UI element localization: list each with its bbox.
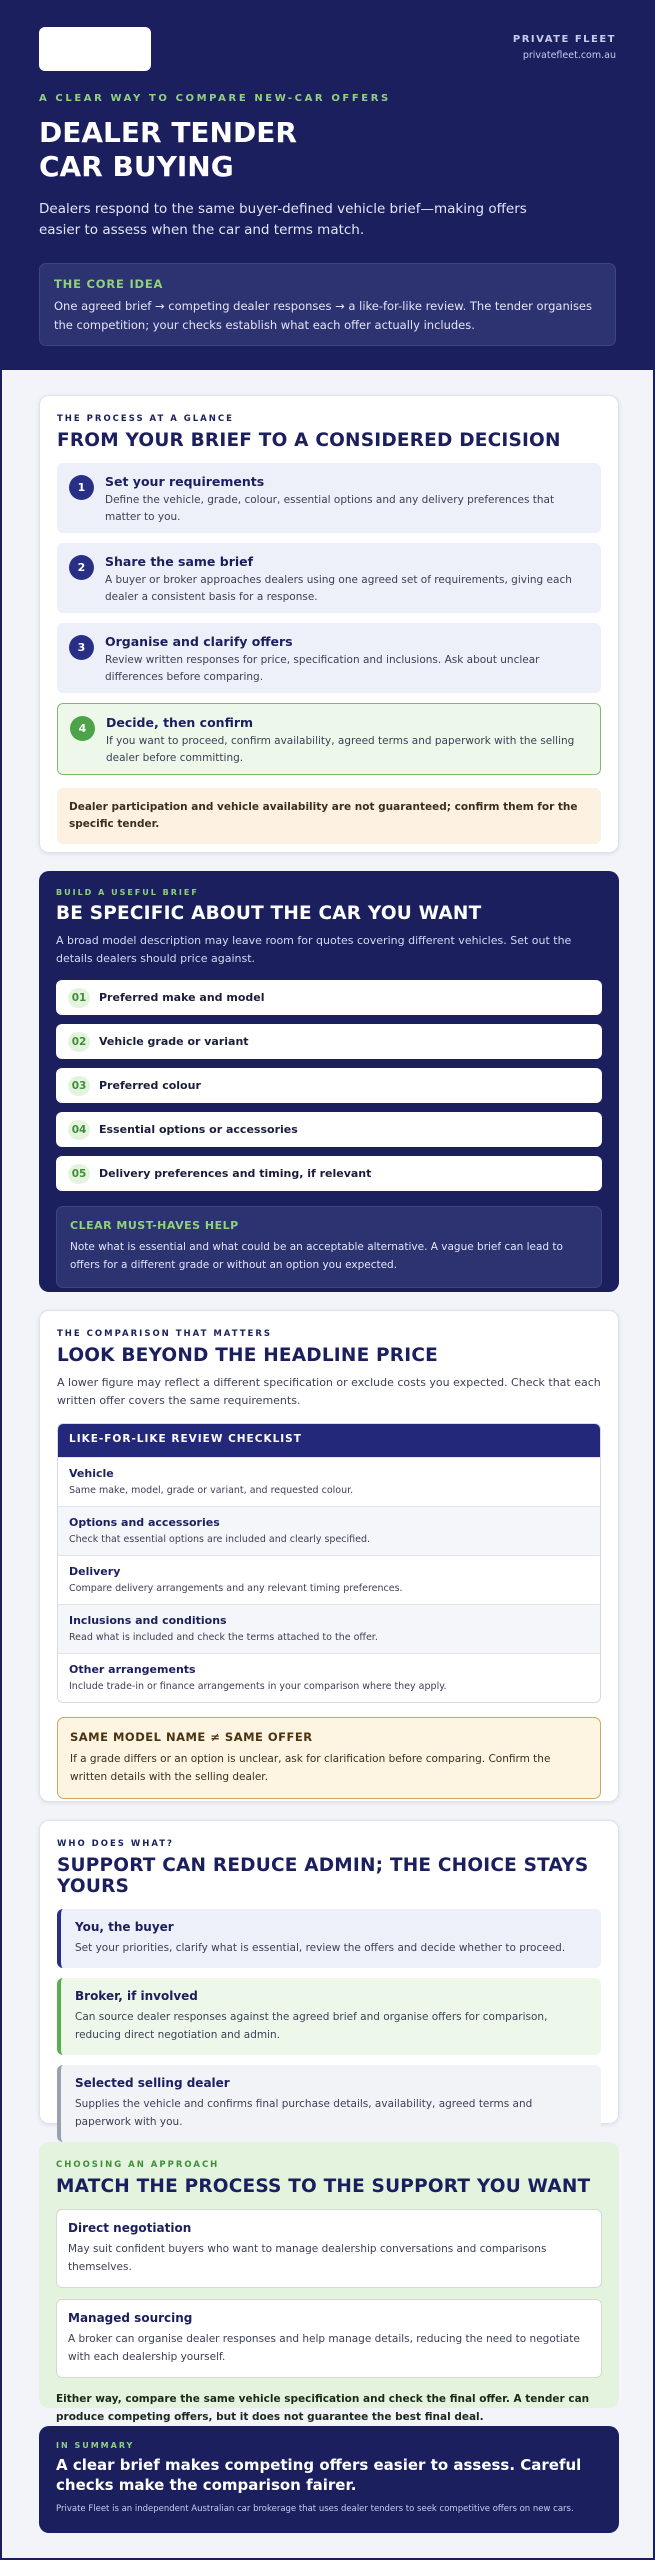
- hero-kicker: A CLEAR WAY TO COMPARE NEW-CAR OFFERS: [39, 93, 391, 104]
- requirement-number: 02: [68, 1032, 90, 1052]
- approach-card: [39, 2142, 619, 2423]
- role-title: Selected selling dealer: [75, 2076, 230, 2090]
- checklist-row: [58, 1604, 600, 1653]
- step-number: 3: [69, 635, 94, 660]
- step-text: Review written responses for price, specification and inclusions. Ask about unclear differences before comparing.: [105, 654, 540, 683]
- hero: [2, 0, 653, 370]
- checklist-row-text: Include trade-in or finance arrangements in your comparison where they apply.: [69, 1681, 447, 1692]
- brief-title: BE SPECIFIC ABOUT THE CAR YOU WANT: [56, 903, 482, 924]
- brand-block: [513, 34, 616, 61]
- requirement-number: 01: [68, 988, 90, 1008]
- process-step-1: [57, 463, 601, 533]
- step-title: Decide, then confirm: [106, 715, 254, 730]
- must-haves-title: CLEAR MUST-HAVES HELP: [70, 1219, 239, 1232]
- step-number: 2: [69, 555, 94, 580]
- step-title: Share the same brief: [105, 554, 254, 569]
- step-text: Define the vehicle, grade, colour, essential options and any delivery preferences that matter to you.: [105, 494, 555, 523]
- requirement-item-4: [56, 1112, 602, 1147]
- step-number: 4: [70, 716, 95, 741]
- requirement-number: 05: [68, 1164, 90, 1184]
- core-idea-text: One agreed brief → competing dealer responses → a like-for-like review. The tender organises the competition; your checks establish what each offer actually includes.: [54, 299, 593, 332]
- brand-logo[interactable]: [39, 27, 151, 71]
- process-step-2: [57, 543, 601, 613]
- process-title: FROM YOUR BRIEF TO A CONSIDERED DECISION: [57, 430, 561, 451]
- brand-url[interactable]: privatefleet.com.au: [522, 50, 616, 61]
- role-title: You, the buyer: [75, 1920, 174, 1934]
- checklist-row-title: Other arrangements: [69, 1663, 196, 1676]
- must-haves-text: Note what is essential and what could be an acceptable alternative. A vague brief can lead to offers for a different grade or without an option you expected.: [70, 1241, 563, 1271]
- roles-title: SUPPORT CAN REDUCE ADMIN; THE CHOICE STAYS YOURS: [57, 1855, 589, 1897]
- requirement-item-3: [56, 1068, 602, 1103]
- step-title: Set your requirements: [105, 474, 265, 489]
- checklist-row-title: Vehicle: [69, 1467, 114, 1480]
- requirement-label: Preferred colour: [99, 1079, 201, 1092]
- checklist-row: [58, 1506, 600, 1555]
- checklist-row: [58, 1555, 600, 1604]
- summary-eyebrow: IN SUMMARY: [56, 2441, 135, 2450]
- checklist-row-text: Read what is included and check the terms attached to the offer.: [69, 1632, 378, 1643]
- approach-title: MATCH THE PROCESS TO THE SUPPORT YOU WANT: [56, 2176, 591, 2197]
- checklist-row-text: Compare delivery arrangements and any relevant timing preferences.: [69, 1583, 403, 1594]
- option-text: A broker can organise dealer responses and help manage details, reducing the need to negotiate with each dealership yourself.: [68, 2333, 580, 2363]
- brand-name: PRIVATE FLEET: [512, 34, 616, 45]
- role-text: Set your priorities, clarify what is essential, review the offers and decide whether to proceed.: [75, 1942, 566, 1954]
- requirement-label: Essential options or accessories: [99, 1123, 298, 1136]
- requirement-item-1: [56, 980, 602, 1015]
- must-haves-box: [56, 1206, 602, 1288]
- requirement-label: Delivery preferences and timing, if relevant: [99, 1167, 372, 1180]
- step-title: Organise and clarify offers: [105, 634, 293, 649]
- requirement-number: 04: [68, 1120, 90, 1140]
- brief-eyebrow: BUILD A USEFUL BRIEF: [56, 888, 199, 897]
- summary-banner: [39, 2426, 619, 2533]
- brief-desc: A broad model description may leave room for quotes covering different vehicles. Set out the details dealers should price against.: [56, 934, 572, 965]
- step-text: If you want to proceed, confirm availability, agreed terms and paperwork with the selling dealer before committing.: [106, 735, 575, 764]
- hero-subtitle: Dealers respond to the same buyer-defined vehicle brief—making offers easier to assess when the car and terms match.: [39, 201, 527, 238]
- role-text: Supplies the vehicle and confirms final purchase details, availability, agreed terms and paperwork with you.: [75, 2098, 533, 2128]
- option-direct-negotiation: [56, 2209, 602, 2288]
- review-checklist: [57, 1423, 601, 1703]
- comparison-eyebrow: THE COMPARISON THAT MATTERS: [57, 1329, 272, 1339]
- requirement-label: Vehicle grade or variant: [99, 1035, 249, 1048]
- requirement-label: Preferred make and model: [99, 991, 265, 1004]
- comparison-desc: A lower figure may reflect a different specification or exclude costs you expected. Check that each written offer covers the same requirements.: [57, 1376, 601, 1407]
- option-text: May suit confident buyers who want to manage dealership conversations and comparisons themselves.: [68, 2243, 547, 2273]
- role-dealer: [57, 2065, 601, 2142]
- checklist-row: [58, 1653, 600, 1702]
- roles-eyebrow: WHO DOES WHAT?: [57, 1839, 174, 1849]
- checklist-row-title: Inclusions and conditions: [69, 1614, 227, 1627]
- checklist-row-title: Options and accessories: [69, 1516, 220, 1529]
- checklist-row-text: Same make, model, grade or variant, and requested colour.: [69, 1485, 354, 1496]
- approach-note: Either way, compare the same vehicle specification and check the final offer. A tender can produce competing offers, but it does not guarantee the best final deal.: [56, 2393, 590, 2423]
- roles-card: [39, 1820, 619, 2128]
- brief-card: [39, 871, 619, 1292]
- option-title: Direct negotiation: [68, 2221, 192, 2235]
- checklist-row: [58, 1457, 600, 1506]
- page-title: DEALER TENDER CAR BUYING: [39, 116, 297, 183]
- checklist-row-text: Check that essential options are included and clearly specified.: [69, 1534, 371, 1545]
- step-number: 1: [69, 475, 94, 500]
- process-card: [39, 395, 619, 853]
- requirement-item-5: [56, 1156, 602, 1191]
- core-idea-box: [39, 263, 616, 346]
- summary-title: A clear brief makes competing offers easier to assess. Careful checks make the comparison fairer.: [56, 2456, 582, 2494]
- role-buyer: [57, 1909, 601, 1968]
- option-managed-sourcing: [56, 2299, 602, 2378]
- availability-notice: Dealer participation and vehicle availability are not guaranteed; confirm them for the specific tender.: [57, 788, 601, 844]
- role-title: Broker, if involved: [75, 1989, 198, 2003]
- requirement-item-2: [56, 1024, 602, 1059]
- warning-text: If a grade differs or an option is unclear, ask for clarification before comparing. Confirm the written details with the selling dealer.: [70, 1753, 551, 1783]
- core-idea-title: THE CORE IDEA: [54, 277, 164, 291]
- role-broker: [57, 1978, 601, 2055]
- comparison-title: LOOK BEYOND THE HEADLINE PRICE: [57, 1345, 438, 1366]
- warning-title: SAME MODEL NAME ≠ SAME OFFER: [70, 1730, 313, 1744]
- comparison-card: [39, 1310, 619, 1802]
- checklist-header: LIKE-FOR-LIKE REVIEW CHECKLIST: [58, 1424, 600, 1457]
- same-model-warning: [57, 1717, 601, 1799]
- process-eyebrow: THE PROCESS AT A GLANCE: [57, 414, 234, 424]
- option-title: Managed sourcing: [68, 2311, 193, 2325]
- approach-eyebrow: CHOOSING AN APPROACH: [56, 2160, 220, 2170]
- requirement-number: 03: [68, 1076, 90, 1096]
- process-step-4: [57, 703, 601, 775]
- step-text: A buyer or broker approaches dealers using one agreed set of requirements, giving each dealer a consistent basis for a response.: [105, 574, 572, 603]
- role-text: Can source dealer responses against the agreed brief and organise offers for comparison, reducing direct negotiation and admin.: [75, 2011, 548, 2041]
- summary-footnote: Private Fleet is an independent Australian car brokerage that uses dealer tenders to seek competitive offers on new cars.: [56, 2504, 574, 2514]
- checklist-row-title: Delivery: [69, 1565, 121, 1578]
- process-step-3: [57, 623, 601, 693]
